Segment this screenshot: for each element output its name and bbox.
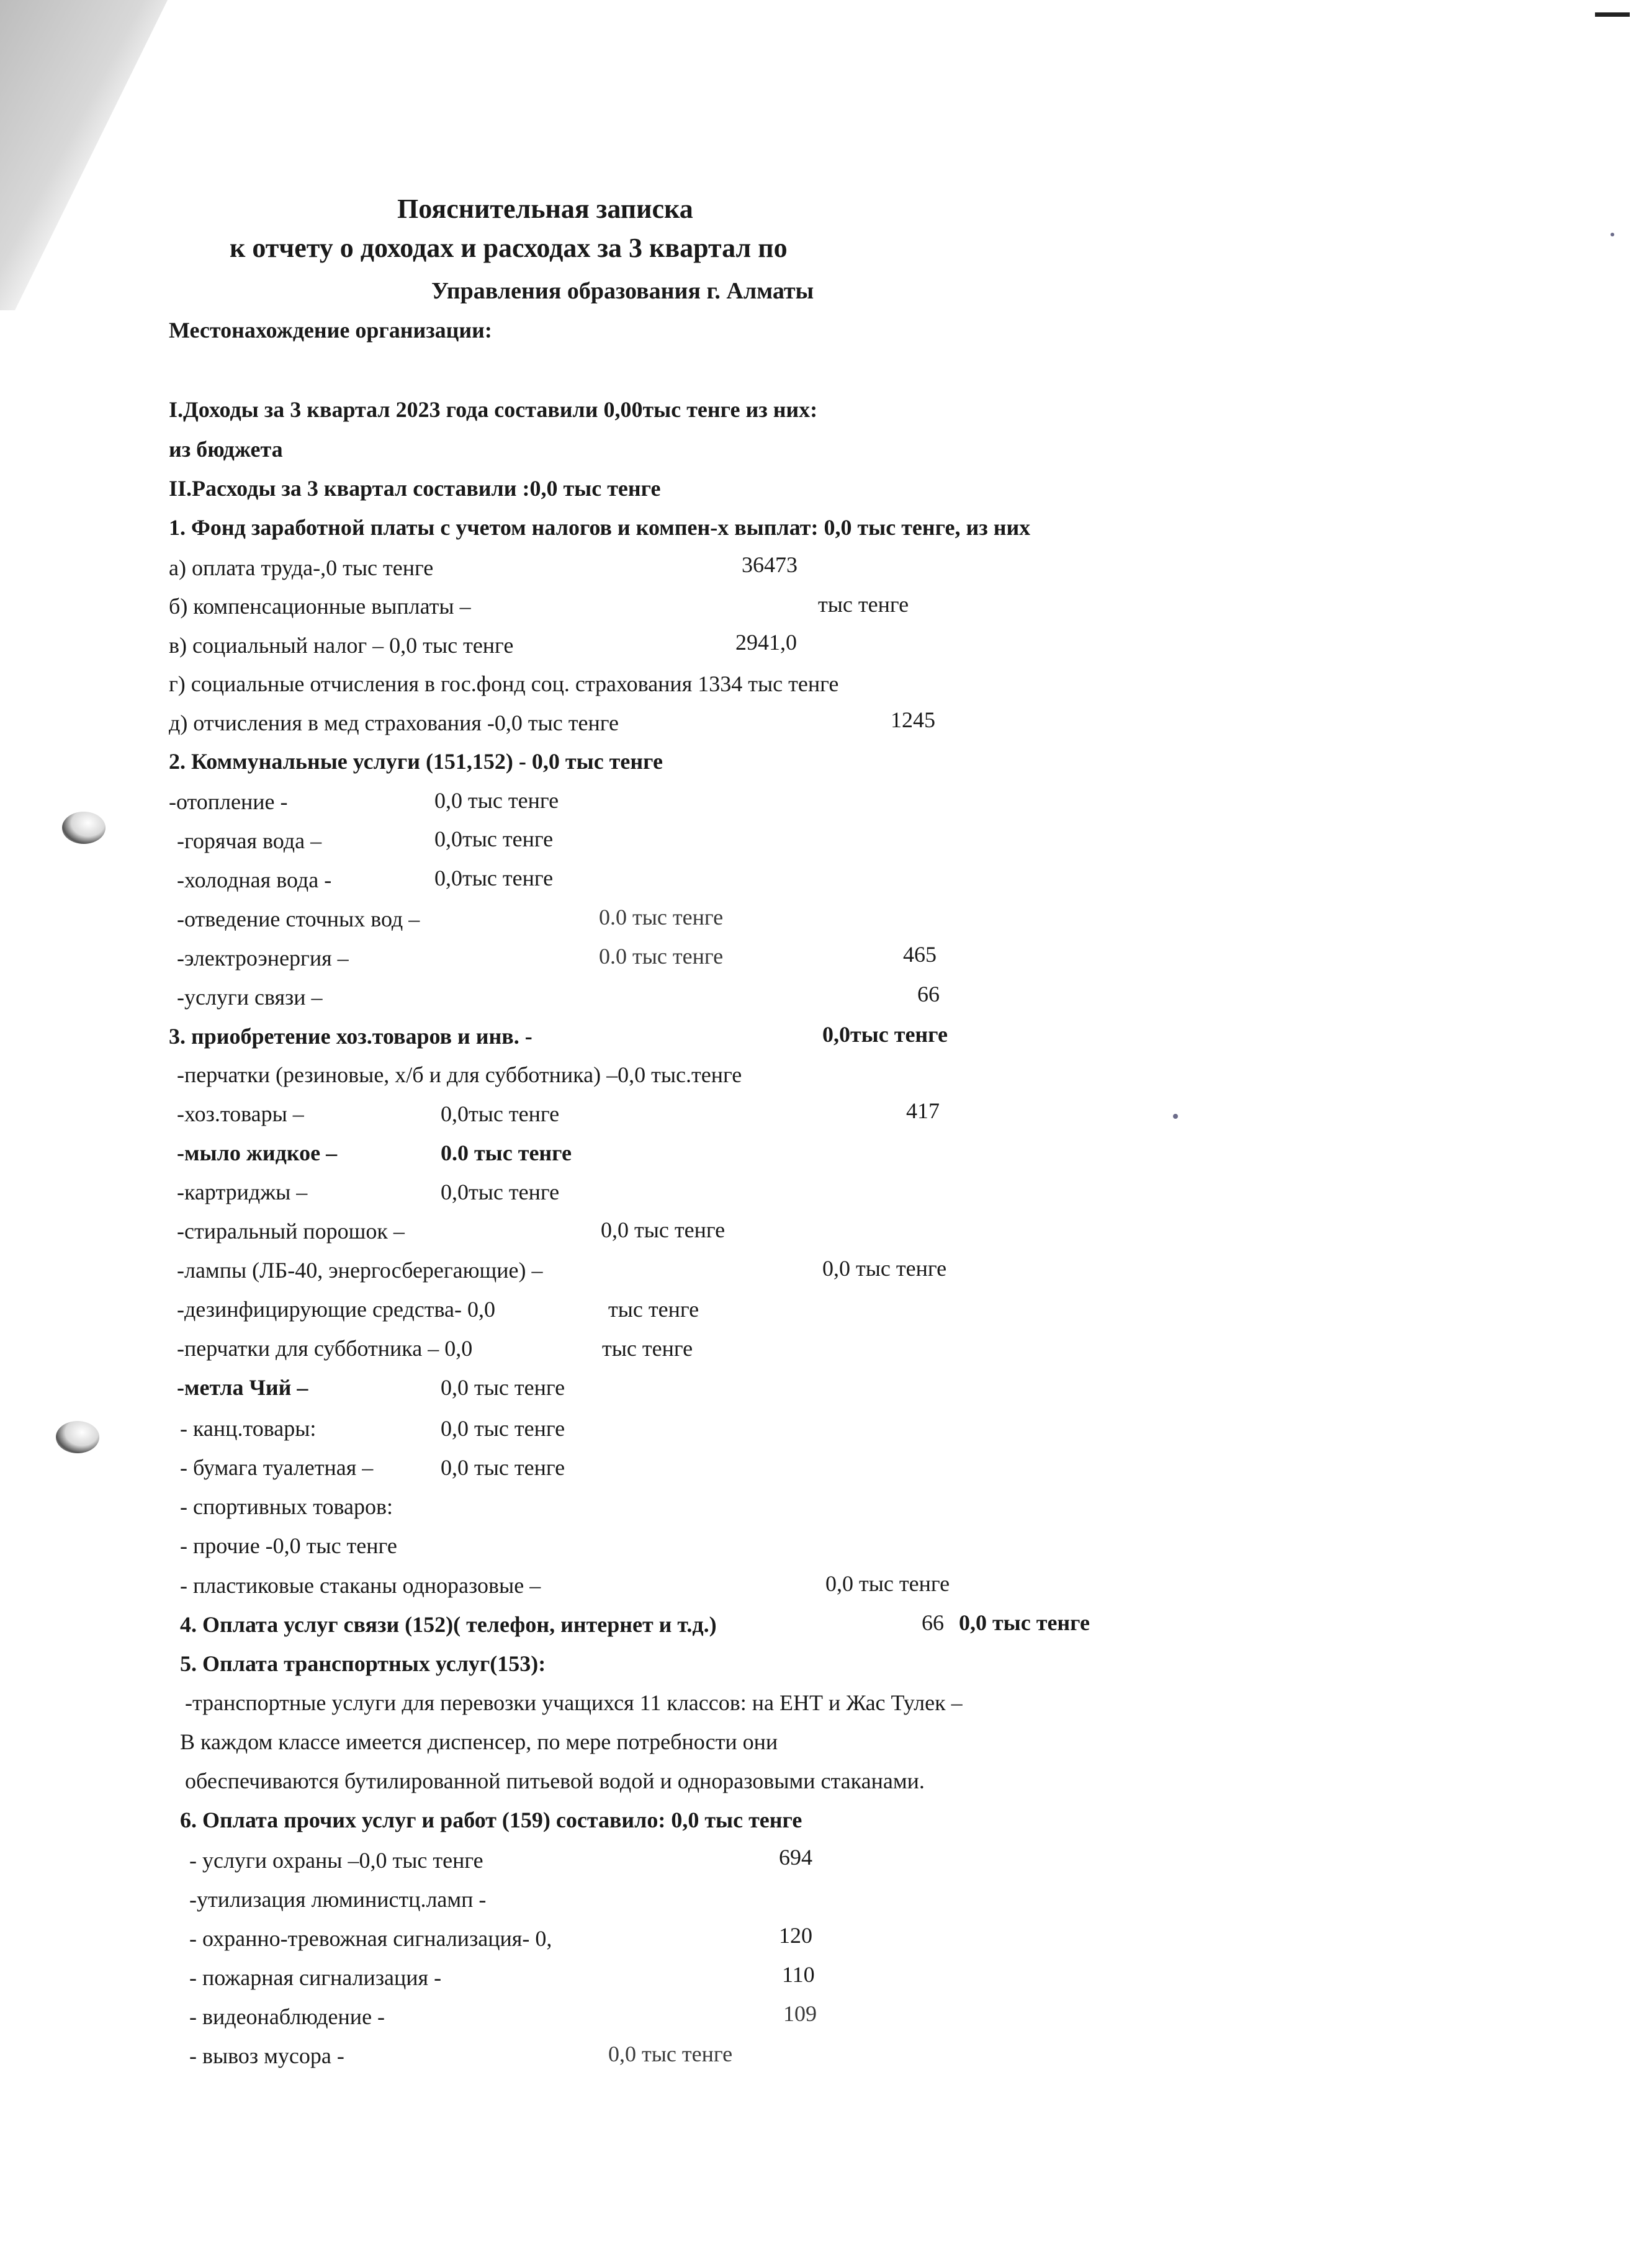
comm-amount: 66 <box>917 982 940 1006</box>
household-label: -хоз.товары – <box>177 1101 304 1126</box>
hotwater-value: 0,0тыс тенге <box>434 827 554 851</box>
video-label: - видеонаблюдение - <box>189 2004 385 2029</box>
cups-value: 0,0 тыс тенге <box>825 1571 950 1596</box>
section1-g-label: г) социальные отчисления в гос.фонд соц. страхования 1334 тыс тенге <box>169 671 839 696</box>
punch-hole-lower <box>56 1421 99 1453</box>
household-value: 0,0тыс тенге <box>441 1101 560 1126</box>
fire-amount: 110 <box>782 1962 815 1987</box>
security-amount: 694 <box>779 1845 812 1870</box>
video-amount: 109 <box>783 2001 817 2026</box>
section1-d-value: 1245 <box>891 707 935 732</box>
location-label: Местонахождение организации: <box>169 318 492 343</box>
sewage-value: 0.0 тыс тенге <box>599 905 724 930</box>
alarm-label: - охранно-тревожная сигнализация- 0, <box>189 1926 552 1951</box>
cartridges-value: 0,0тыс тенге <box>441 1180 560 1204</box>
section3-header: 3. приобретение хоз.товаров и инв. - <box>169 1024 532 1049</box>
section5-line-2: В каждом классе имеется диспенсер, по мере потребности они <box>180 1729 778 1754</box>
section2-header: 2. Коммунальные услуги (151,152) - 0,0 тыс тенге <box>169 749 663 774</box>
toilet-value: 0,0 тыс тенге <box>441 1455 565 1480</box>
title-line-3: Управления образования г. Алматы <box>431 278 814 304</box>
fire-label: - пожарная сигнализация - <box>189 1965 442 1990</box>
income-from-budget: из бюджета <box>169 437 283 462</box>
section1-b-value: тыс тенге <box>818 592 909 617</box>
stationery-value: 0,0 тыс тенге <box>441 1416 565 1441</box>
heating-label: -отопление - <box>169 789 288 814</box>
gloves2-value: тыс тенге <box>602 1336 693 1361</box>
title-line-2: к отчету о доходах и расходах за 3 квартал по <box>230 233 788 263</box>
income-line: I.Доходы за 3 квартал 2023 года составили 0,00тыс тенге из них: <box>169 397 818 422</box>
section1-a-label: а) оплата труда-,0 тыс тенге <box>169 555 434 580</box>
powder-label: -стиральный порошок – <box>177 1219 405 1244</box>
section4-header: 4. Оплата услуг связи (152)( телефон, интернет и т.д.) <box>180 1612 717 1637</box>
section1-a-value: 36473 <box>742 552 798 577</box>
gloves2-label: -перчатки для субботника – 0,0 <box>177 1336 473 1361</box>
garbage-label: - вывоз мусора - <box>189 2043 344 2068</box>
section1-header: 1. Фонд заработной платы с учетом налогов и компен-х выплат: 0,0 тыс тенге, из них <box>169 515 1031 540</box>
sport-line: - спортивных товаров: <box>180 1494 393 1519</box>
section3-header-value: 0,0тыс тенге <box>822 1022 948 1047</box>
disinfect-value: тыс тенге <box>608 1297 699 1322</box>
hotwater-label: -горячая вода – <box>177 828 322 853</box>
other-line: - прочие -0,0 тыс тенге <box>180 1533 397 1558</box>
security-label: - услуги охраны –0,0 тыс тенге <box>189 1848 483 1873</box>
broom-label: -метла Чий – <box>177 1375 308 1400</box>
title-line-1: Пояснительная записка <box>397 194 693 224</box>
scan-folded-corner <box>0 0 186 323</box>
stationery-label: - канц.товары: <box>180 1416 317 1441</box>
broom-value: 0,0 тыс тенге <box>441 1375 565 1400</box>
section5-line-3: обеспечиваются бутилированной питьевой водой и одноразовыми стаканами. <box>185 1768 925 1793</box>
household-amount: 417 <box>906 1098 940 1123</box>
section1-d-label: д) отчисления в мед страхования -0,0 тыс тенге <box>169 710 619 735</box>
section6-header: 6. Оплата прочих услуг и работ (159) составило: 0,0 тыс тенге <box>180 1808 802 1832</box>
electric-value: 0.0 тыс тенге <box>599 944 724 969</box>
heating-value: 0,0 тыс тенге <box>434 788 559 813</box>
scan-mark <box>1595 12 1630 17</box>
section5-header: 5. Оплата транспортных услуг(153): <box>180 1651 546 1676</box>
lamps-label: -лампы (ЛБ-40, энергосберегающие) – <box>177 1258 543 1283</box>
expenses-header: II.Расходы за 3 квартал составили :0,0 тыс тенге <box>169 476 661 501</box>
section4-amount: 66 <box>922 1610 944 1635</box>
alarm-amount: 120 <box>779 1923 812 1948</box>
garbage-value: 0,0 тыс тенге <box>608 2042 733 2066</box>
disposal-label: -утилизация люминистц.ламп - <box>189 1887 487 1912</box>
electric-amount: 465 <box>903 942 937 967</box>
disinfect-label: -дезинфицирующие средства- 0,0 <box>177 1297 495 1322</box>
scan-speck <box>1611 233 1614 236</box>
comm-label: -услуги связи – <box>177 985 323 1010</box>
punch-hole-upper <box>62 812 106 844</box>
powder-value: 0,0 тыс тенге <box>601 1217 726 1242</box>
electric-label: -электроэнергия – <box>177 946 349 970</box>
section1-v-label: в) социальный налог – 0,0 тыс тенге <box>169 633 514 658</box>
section5-line-1: -транспортные услуги для перевозки учащихся 11 классов: на ЕНТ и Жас Тулек – <box>185 1690 963 1715</box>
section1-b-label: б) компенсационные выплаты – <box>169 594 471 619</box>
cups-label: - пластиковые стаканы одноразовые – <box>180 1573 541 1598</box>
soap-value: 0.0 тыс тенге <box>441 1141 572 1165</box>
section4-value: 0,0 тыс тенге <box>959 1610 1090 1635</box>
toilet-label: - бумага туалетная – <box>180 1455 374 1480</box>
soap-label: -мыло жидкое – <box>177 1141 338 1165</box>
sewage-label: -отведение сточных вод – <box>177 907 420 931</box>
lamps-value: 0,0 тыс тенге <box>822 1256 947 1281</box>
section1-v-value: 2941,0 <box>735 630 797 655</box>
cartridges-label: -картриджы – <box>177 1180 308 1204</box>
gloves-line: -перчатки (резиновые, х/б и для субботника) –0,0 тыс.тенге <box>177 1062 742 1087</box>
coldwater-label: -холодная вода - <box>177 867 332 892</box>
scan-speck <box>1173 1114 1178 1119</box>
coldwater-value: 0,0тыс тенге <box>434 866 554 890</box>
